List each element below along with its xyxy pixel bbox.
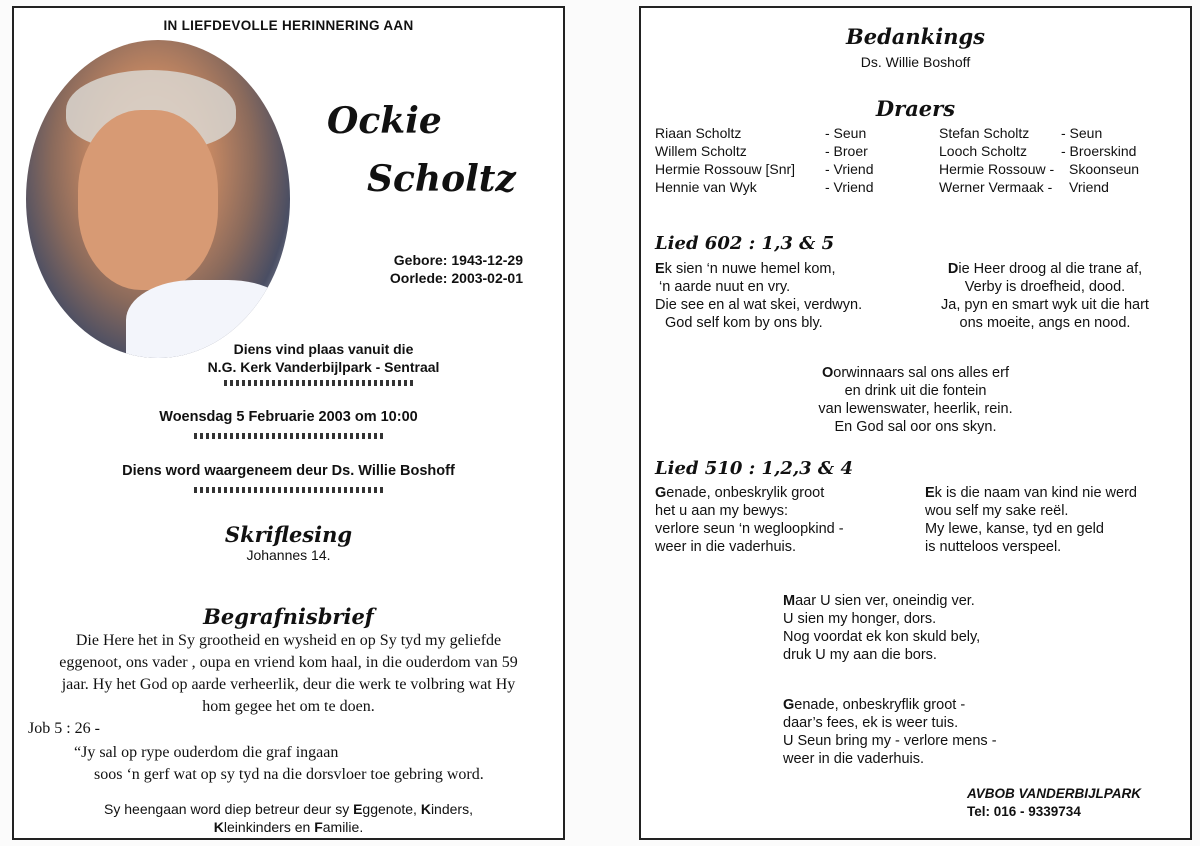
verse-line: het u aan my bewys:	[655, 503, 788, 519]
left-page	[12, 6, 565, 840]
verse-line: van lewenswater, heerlik, rein.	[818, 401, 1013, 417]
mourn-initial: F	[314, 819, 323, 835]
bearer-name: Werner Vermaak -	[939, 179, 1053, 195]
verse-line: Genade, onbeskryflik groot -	[783, 697, 966, 713]
died-label: Oorlede:	[389, 270, 448, 286]
hymn-2-title: Lied 510 : 1,2,3 & 4	[655, 458, 853, 479]
letter-body	[14, 630, 563, 718]
verse-line: druk U my aan die bors.	[783, 647, 937, 663]
verse-line: U Seun bring my - verlore mens -	[783, 733, 997, 749]
verse-line: Verby is droefheid, dood.	[964, 279, 1126, 295]
thanks-name: Ds. Willie Boshoff	[860, 54, 971, 70]
ornament-divider	[194, 433, 384, 439]
bearer-name: Stefan Scholtz	[939, 125, 1030, 141]
verse-line: Genade, onbeskrylik groot	[655, 485, 825, 501]
mourn-text: amilie.	[322, 819, 364, 835]
memorial-header: IN LIEFDEVOLLE HERINNERING AAN	[163, 18, 414, 33]
hymn-2-verse-3	[783, 592, 980, 664]
verse-line: Die Heer droog al die trane af,	[947, 261, 1143, 277]
verse-line: U sien my honger, dors.	[783, 611, 937, 627]
bearer-name: Willem Scholtz	[655, 143, 747, 159]
mourners-line-1	[14, 800, 563, 818]
letter-line: eggenoot, ons vader , oupa en vriend kom haal, in die ouderdom van 59	[59, 654, 518, 671]
mourn-text: inders,	[430, 801, 473, 817]
born-row	[390, 251, 523, 269]
letter-line: hom gegee het om te doen.	[202, 698, 375, 715]
verse-line: God self kom by ons bly.	[665, 315, 823, 331]
bearer-relation: - Seun	[825, 125, 867, 141]
bearer-name: Hennie van Wyk	[655, 179, 757, 195]
verse-line: en drink uit die fontein	[844, 383, 987, 399]
mourn-text: Sy heengaan word diep betreur deur sy	[104, 801, 354, 817]
bearer-relation: - Vriend	[825, 161, 874, 177]
died-date: 2003-02-01	[451, 270, 523, 286]
verse-line: Ek sien ‘n nuwe hemel kom,	[655, 261, 836, 277]
verse-line: Nog voordat ek kon skuld bely,	[783, 629, 981, 645]
hymn-1-title: Lied 602 : 1,3 & 5	[655, 233, 835, 254]
verse-line: weer in die vaderhuis.	[655, 539, 797, 555]
footer-company: AVBOB VANDERBIJLPARK	[967, 786, 1142, 801]
reading-title: Skriflesing	[224, 522, 353, 547]
verse-line: My lewe, kanse, tyd en geld	[925, 521, 1104, 537]
bearer-relation: - Vriend	[825, 179, 874, 195]
mourn-initial: E	[353, 801, 363, 817]
verse-reference: Job 5 : 26 -	[28, 720, 100, 737]
dates-block	[390, 251, 523, 287]
officiant-line: Diens word waargeneem deur Ds. Willie Boshoff	[122, 463, 455, 479]
service-location	[84, 340, 563, 376]
mourn-text: ggenote,	[362, 801, 421, 817]
verse-line: weer in die vaderhuis.	[783, 751, 925, 767]
ornament-divider	[194, 487, 384, 493]
letter-line: jaar. Hy het God op aarde verheerlik, deur die werk te volbring wat Hy	[61, 676, 516, 693]
mourners-line-2	[14, 818, 563, 836]
bearers-title: Draers	[875, 96, 956, 121]
bearer-name: Hermie Rossouw -	[939, 161, 1055, 177]
reading-reference: Johannes 14.	[246, 547, 331, 563]
bearers-right-column	[939, 124, 1189, 204]
thanks-title: Bedankings	[846, 24, 985, 49]
hymn-2-verse-4	[783, 696, 997, 768]
born-date: 1943-12-29	[451, 252, 523, 268]
died-row	[390, 269, 523, 287]
bearer-relation: - Seun	[1061, 125, 1103, 141]
verse-line: Ek is die naam van kind nie werd	[925, 485, 1137, 501]
bearer-name: Riaan Scholtz	[655, 125, 742, 141]
service-line-2: N.G. Kerk Vanderbijlpark - Sentraal	[207, 359, 440, 375]
first-name: Ockie	[327, 100, 442, 142]
verse-body	[74, 742, 484, 786]
bearer-name: Hermie Rossouw [Snr]	[655, 161, 796, 177]
bearers-left-column	[655, 124, 915, 204]
right-page	[639, 6, 1192, 840]
verse-line: Oorwinnaars sal ons alles erf	[822, 365, 1009, 381]
verse-line: soos ‘n gerf wat op sy tyd na die dorsvloer toe gebring word.	[94, 766, 484, 783]
portrait-face	[78, 110, 218, 290]
verse-line: En God sal oor ons skyn.	[834, 419, 997, 435]
verse-line: Ja, pyn en smart wyk uit die hart	[941, 297, 1149, 313]
verse-line: verlore seun ‘n wegloopkind -	[655, 521, 844, 537]
verse-line: Maar U sien ver, oneindig ver.	[783, 593, 975, 609]
bearer-relation: - Broerskind	[1061, 143, 1137, 159]
bearer-relation: - Broer	[825, 143, 868, 159]
born-label: Gebore:	[393, 252, 448, 268]
service-date: Woensdag 5 Februarie 2003 om 10:00	[159, 409, 418, 425]
verse-line: is nutteloos verspeel.	[925, 539, 1062, 555]
ornament-divider	[224, 380, 414, 386]
last-name: Scholtz	[367, 158, 516, 200]
mourn-text: leinkinders en	[223, 819, 315, 835]
portrait-photo	[26, 40, 290, 358]
verse-line: daar’s fees, ek is weer tuis.	[783, 715, 959, 731]
letter-title: Begrafnisbrief	[203, 604, 374, 629]
mourners-block	[14, 800, 563, 836]
mourn-initial: K	[213, 819, 224, 835]
mourn-initial: K	[420, 801, 431, 817]
verse-line: ‘n aarde nuut en vry.	[659, 279, 791, 295]
bearer-name: Looch Scholtz	[939, 143, 1027, 159]
hymn-2-verse-1	[655, 484, 844, 556]
verse-line: ons moeite, angs en nood.	[959, 315, 1131, 331]
bearer-relation: Skoonseun	[1069, 161, 1140, 177]
hymn-1-verse-1	[655, 260, 862, 332]
verse-line: Die see en al wat skei, verdwyn.	[655, 297, 863, 313]
hymn-1-verse-2	[925, 260, 1165, 332]
verse-line: “Jy sal op rype ouderdom die graf ingaan	[74, 744, 339, 761]
hymn-1-verse-3	[641, 364, 1190, 436]
bearer-relation: Vriend	[1069, 179, 1109, 195]
footer-telephone: Tel: 016 - 9339734	[967, 804, 1081, 819]
hymn-2-verse-2	[925, 484, 1137, 556]
verse-line: wou self my sake reël.	[925, 503, 1069, 519]
service-line-1: Diens vind plaas vanuit die	[233, 341, 414, 357]
letter-line: Die Here het in Sy grootheid en wysheid en op Sy tyd my geliefde	[75, 632, 502, 649]
